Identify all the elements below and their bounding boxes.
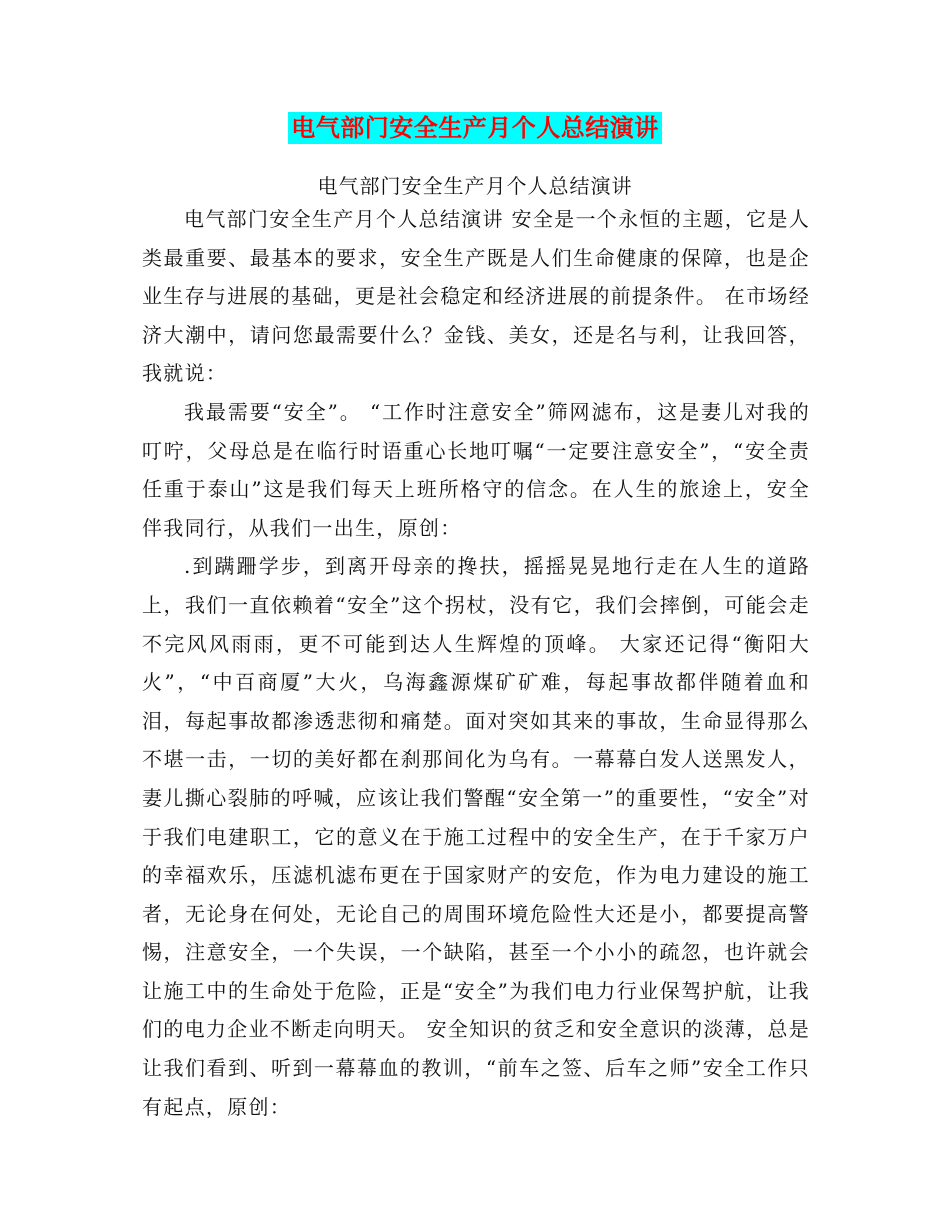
document-body [142,200,810,1126]
title-block [0,112,950,144]
paragraph: .到蹒跚学步，到离开母亲的搀扶，摇摇晃晃地行走在人生的道路上，我们一直依赖着“安全”这个拐杖，没有它，我们会摔倒，可能会走不完风风雨雨，更不可能到达人生辉煌的顶峰。 大家还记得“衡阳大火”，“中百商厦”大火，乌海鑫源煤矿矿难，每起事故都伴随着血和泪，每起事故都渗透悲彻和痛楚。面对突如其来的事故，生命显得那么不堪一击，一切的美好都在刹那间化为乌有。一幕幕白发人送黑发人，妻儿撕心裂肺的呼喊，应该让我们警醒“安全第一”的重要性，“安全”对于我们电建职工，它的意义在于施工过程中的安全生产，在于千家万户的幸福欢乐，压滤机滤布更在于国家财产的安危，作为电力建设的施工者，无论身在何处，无论自己的周围环境危险性大还是小，都要提高警惕，注意安全，一个失误，一个缺陷，甚至一个小小的疏忽，也许就会让施工中的生命处于危险，正是“安全”为我们电力行业保驾护航，让我们的电力企业不断走向明天。 安全知识的贫乏和安全意识的淡薄，总是让我们看到、听到一幕幕血的教训，“前车之签、后车之师”安全工作只有起点，原创： [142,554,810,1119]
paragraph: 电气部门安全生产月个人总结演讲 安全是一个永恒的主题，它是人类最重要、最基本的要求，安全生产既是人们生命健康的保障，也是企业生存与进展的基础，更是社会稳定和经济进展的前提条件。 在市场经济大潮中，请问您最需要什么？金钱、美女，还是名与利，让我回答，我就说： [142,207,810,386]
document-subtitle: 电气部门安全生产月个人总结演讲 [317,174,633,198]
document-title: 电气部门安全生产月个人总结演讲 [288,112,662,144]
paragraph: 我最需要“安全”。 “工作时注意安全”筛网滤布，这是妻儿对我的叮咛，父母总是在临行时语重心长地叮嘱“一定要注意安全”，“安全责任重于泰山”这是我们每天上班所格守的信念。在人生的旅途上，安全伴我同行，从我们一出生，原创： [142,399,810,540]
